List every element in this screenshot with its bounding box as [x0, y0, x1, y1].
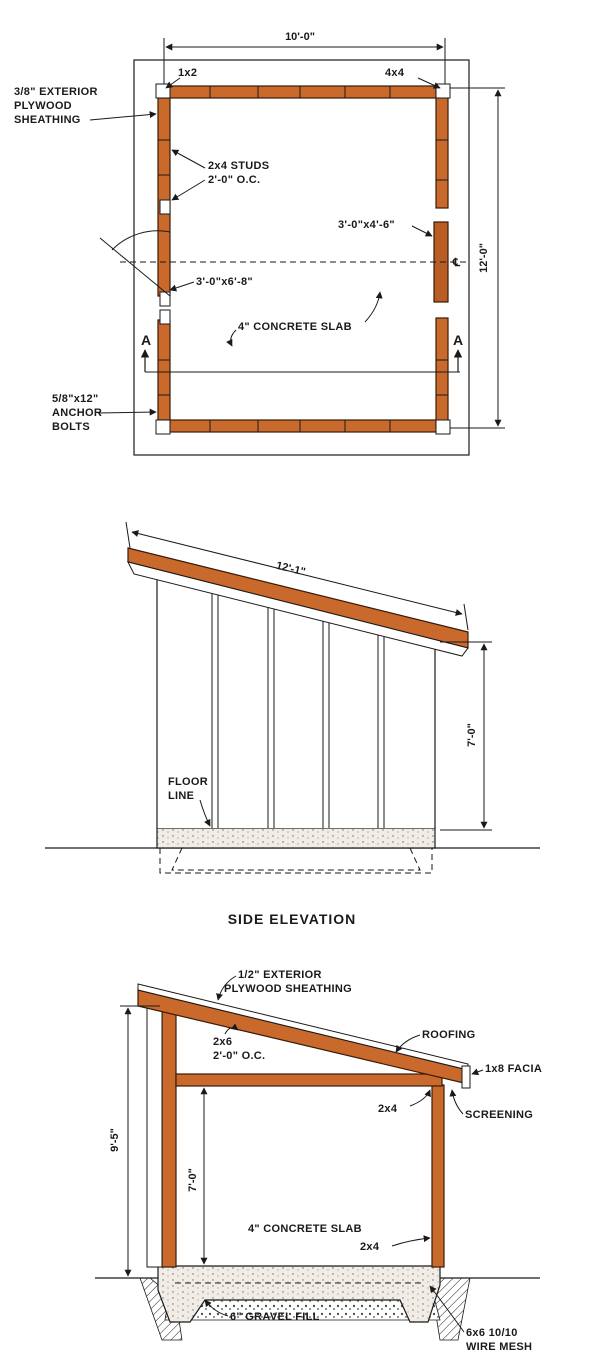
- label-window: 3'-0"x4'-6": [338, 219, 395, 231]
- wall-right-upper: [436, 88, 448, 208]
- floor-plan: [14, 31, 505, 455]
- leader-slab-b: [231, 330, 236, 346]
- label-anchor-3: BOLTS: [52, 421, 90, 433]
- leader-studs-a: [172, 150, 205, 168]
- door-jamb-top: [160, 292, 170, 306]
- stud-ticks: [158, 86, 448, 432]
- label-gravel: 6" GRAVEL FILL: [230, 1311, 320, 1323]
- footing-taper: [172, 848, 420, 870]
- leader-slab-a: [365, 292, 380, 322]
- label-beam: 2x4: [378, 1103, 398, 1115]
- label-studs-1: 2x4 STUDS: [208, 160, 270, 172]
- stud-right: [432, 1085, 444, 1267]
- dim-height: 7'-0": [466, 723, 478, 747]
- side-slab: [157, 828, 435, 848]
- leader-screening: [452, 1090, 463, 1114]
- stud-left-tall: [162, 1005, 176, 1267]
- leader-section-stud: [392, 1238, 430, 1246]
- facia-board: [462, 1066, 470, 1088]
- dim-roof: 12'-1": [274, 559, 307, 579]
- label-floor-2: LINE: [168, 790, 195, 802]
- label-section-slab: 4" CONCRETE SLAB: [248, 1223, 362, 1235]
- label-screening: SCREENING: [465, 1109, 534, 1121]
- label-door: 3'-0"x6'-8": [196, 276, 253, 288]
- label-facia: 1x8 FACIA: [485, 1063, 543, 1075]
- label-rafter-1: 2x6: [213, 1036, 233, 1048]
- leader-beam: [410, 1090, 430, 1106]
- corner-post-tr: [436, 84, 450, 98]
- dim-section-height: 7'-0": [187, 1168, 199, 1192]
- label-slab: 4" CONCRETE SLAB: [238, 321, 352, 333]
- wall-left-sheathing: [147, 1005, 162, 1267]
- leader-window: [412, 226, 432, 236]
- side-elevation: [45, 522, 540, 927]
- label-4x4: 4x4: [385, 67, 405, 79]
- dim-ext-roof-l: [126, 522, 130, 548]
- leader-sheathing: [90, 114, 156, 120]
- footing-dashed: [160, 848, 432, 873]
- door-jamb-bottom: [160, 310, 170, 324]
- dim-width: 10'-0": [285, 31, 315, 43]
- rafter-2x6: [138, 990, 468, 1084]
- label-roof-sheathing-2: PLYWOOD SHEATHING: [224, 983, 352, 995]
- leader-door: [170, 282, 194, 290]
- side-elevation-title: SIDE ELEVATION: [227, 911, 357, 927]
- label-mesh-2: WIRE MESH: [466, 1341, 533, 1353]
- leader-studs-b: [172, 180, 205, 200]
- label-sheathing-1: 3/8" EXTERIOR: [14, 86, 98, 98]
- label-anchor-2: ANCHOR: [52, 407, 103, 419]
- roof-sheathing: [138, 984, 468, 1070]
- label-roofing: ROOFING: [422, 1029, 476, 1041]
- dim-ext-roof-r: [464, 604, 468, 630]
- beam-2x4: [176, 1074, 442, 1086]
- label-mesh-1: 6x6 10/10: [466, 1327, 518, 1339]
- label-rafter-2: 2'-0" O.C.: [213, 1050, 266, 1062]
- stud-left-mid: [160, 200, 170, 214]
- section-mark-left: A: [141, 332, 153, 348]
- wall-top: [158, 86, 448, 98]
- section-mark-right: A: [453, 332, 465, 348]
- wall-bottom: [158, 420, 448, 432]
- corner-post-br: [436, 420, 450, 434]
- label-sheathing-2: PLYWOOD: [14, 100, 72, 112]
- centerline-symbol: ℄: [453, 257, 461, 269]
- label-section-stud: 2x4: [360, 1241, 380, 1253]
- wall-right-lower: [436, 318, 448, 428]
- wall-left-lower: [158, 320, 170, 430]
- label-roof-sheathing-1: 1/2" EXTERIOR: [238, 969, 322, 981]
- leader-facia: [472, 1070, 483, 1074]
- label-sheathing-3: SHEATHING: [14, 114, 81, 126]
- leader-anchor: [98, 412, 156, 413]
- corner-post-bl: [156, 420, 170, 434]
- label-studs-2: 2'-0" O.C.: [208, 174, 261, 186]
- label-1x2: 1x2: [178, 67, 198, 79]
- section-view: [95, 969, 542, 1353]
- label-floor-1: FLOOR: [168, 776, 208, 788]
- dim-depth: 12'-0": [478, 243, 490, 273]
- label-anchor-1: 5/8"x12": [52, 393, 99, 405]
- wall-left-upper: [158, 88, 170, 296]
- slab-outline: [134, 60, 469, 455]
- dim-tall: 9'-5": [109, 1128, 121, 1152]
